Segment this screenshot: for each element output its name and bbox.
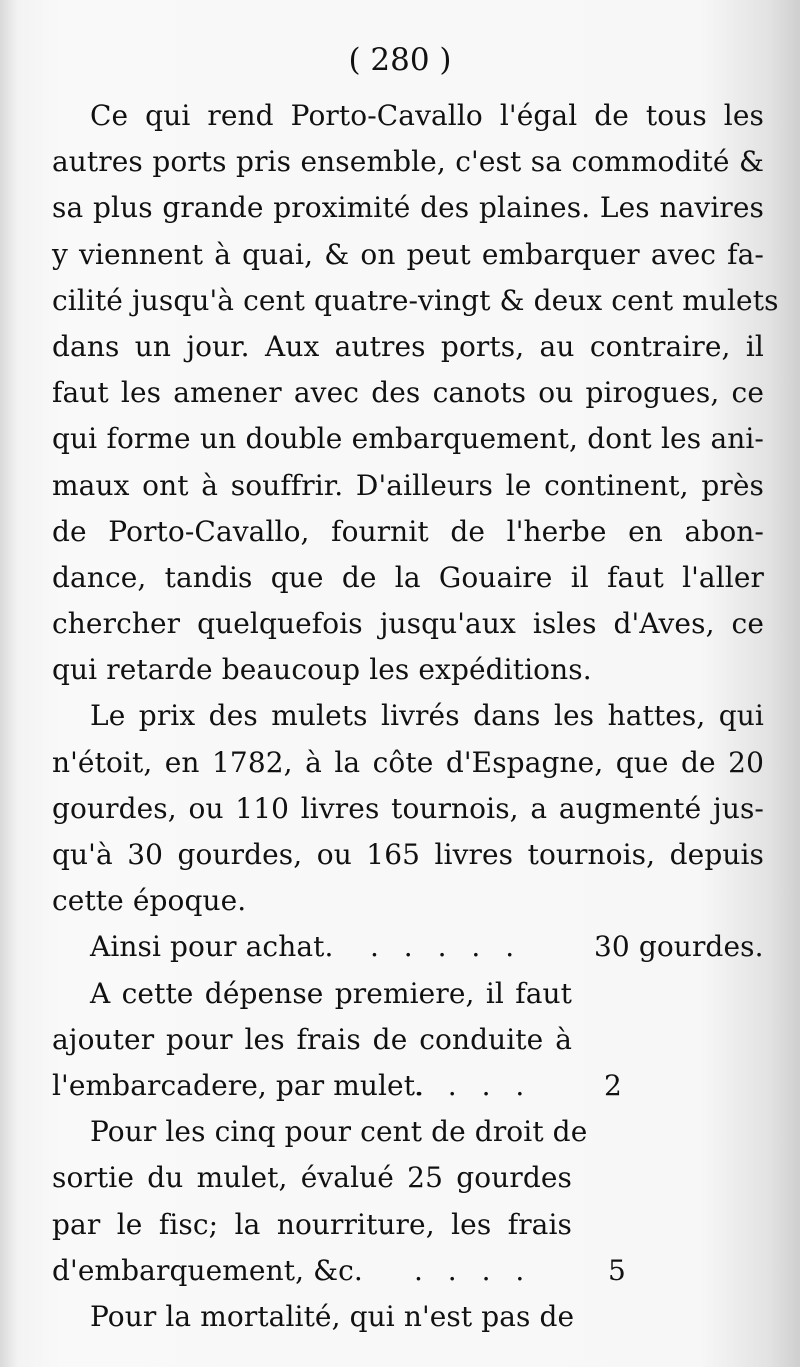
ledger-label: l'embarcadere, par mulet.: [52, 1068, 425, 1102]
text-line: qui retarde beaucoup les expéditions.: [52, 653, 592, 687]
text-line: par le fisc; la nourriture, les frais: [52, 1207, 572, 1241]
text-line: Pour la mortalité, qui n'est pas de: [90, 1299, 575, 1333]
text-line: maux ont à souffrir. D'ailleurs le continent, près: [52, 468, 764, 502]
text-line: y viennent à quai, & on peut embarquer avec fa-: [52, 237, 764, 271]
text-line: gourdes, ou 110 livres tournois, a augmenté jus-: [52, 791, 764, 825]
ledger-label: Ainsi pour achat.: [90, 930, 334, 964]
text-line: A cette dépense premiere, il faut: [90, 976, 572, 1010]
ledger-label: d'embarquement, &c.: [52, 1253, 363, 1287]
ledger-row-achat: [52, 924, 764, 970]
text-line: autres ports pris ensemble, c'est sa commodité &: [52, 145, 764, 179]
ledger-amount: 2: [604, 1068, 622, 1102]
text-line: qui forme un double embarquement, dont les ani-: [52, 422, 764, 456]
body-text: [52, 93, 779, 1340]
ledger-dots: . . . .: [414, 1068, 533, 1102]
text-line: dance, tandis que de la Gouaire il faut l'aller: [52, 560, 764, 594]
text-line: chercher quelquefois jusqu'aux isles d'Aves, ce: [52, 607, 764, 641]
text-line: Ce qui rend Porto-Cavallo l'égal de tous les: [90, 99, 764, 132]
text-line: Pour les cinq pour cent de droit de: [90, 1115, 588, 1149]
text-line: sortie du mulet, évalué 25 gourdes: [52, 1161, 572, 1195]
text-line: faut les amener avec des canots ou pirogues, ce: [52, 376, 764, 410]
ledger-amount: 5: [608, 1253, 626, 1287]
ledger-block-droit: [52, 1109, 764, 1294]
text-line: Le prix des mulets livrés dans les hattes, qui: [90, 699, 764, 733]
text-line: qu'à 30 gourdes, ou 165 livres tournois, depuis: [52, 838, 764, 871]
text-line: sa plus grande proximité des plaines. Les navires: [52, 191, 764, 225]
text-line: ajouter pour les frais de conduite à: [52, 1022, 572, 1056]
text-line: dans un jour. Aux autres ports, au contraire, il: [52, 329, 764, 363]
paragraph-porto-cavallo: [52, 93, 779, 693]
text-line: de Porto-Cavallo, fournit de l'herbe en abon-: [52, 514, 764, 548]
ledger-dots: . . . .: [414, 1253, 533, 1287]
ledger-dots: . . . . .: [370, 930, 523, 964]
text-line: n'étoit, en 1782, à la côte d'Espagne, que de 20: [52, 745, 764, 779]
ledger-block-conduite: [52, 971, 764, 1110]
text-line: cilité jusqu'à cent quatre-vingt & deux cent mulets: [52, 283, 779, 317]
text-line: cette époque.: [52, 884, 247, 918]
ledger-row-droit: [52, 1248, 764, 1294]
ledger-amount: 30 gourdes.: [594, 930, 764, 964]
ledger-row-conduite: [52, 1063, 764, 1109]
paragraph-prix-mulets: [52, 693, 764, 924]
page-number: ( 280 ): [348, 42, 452, 78]
